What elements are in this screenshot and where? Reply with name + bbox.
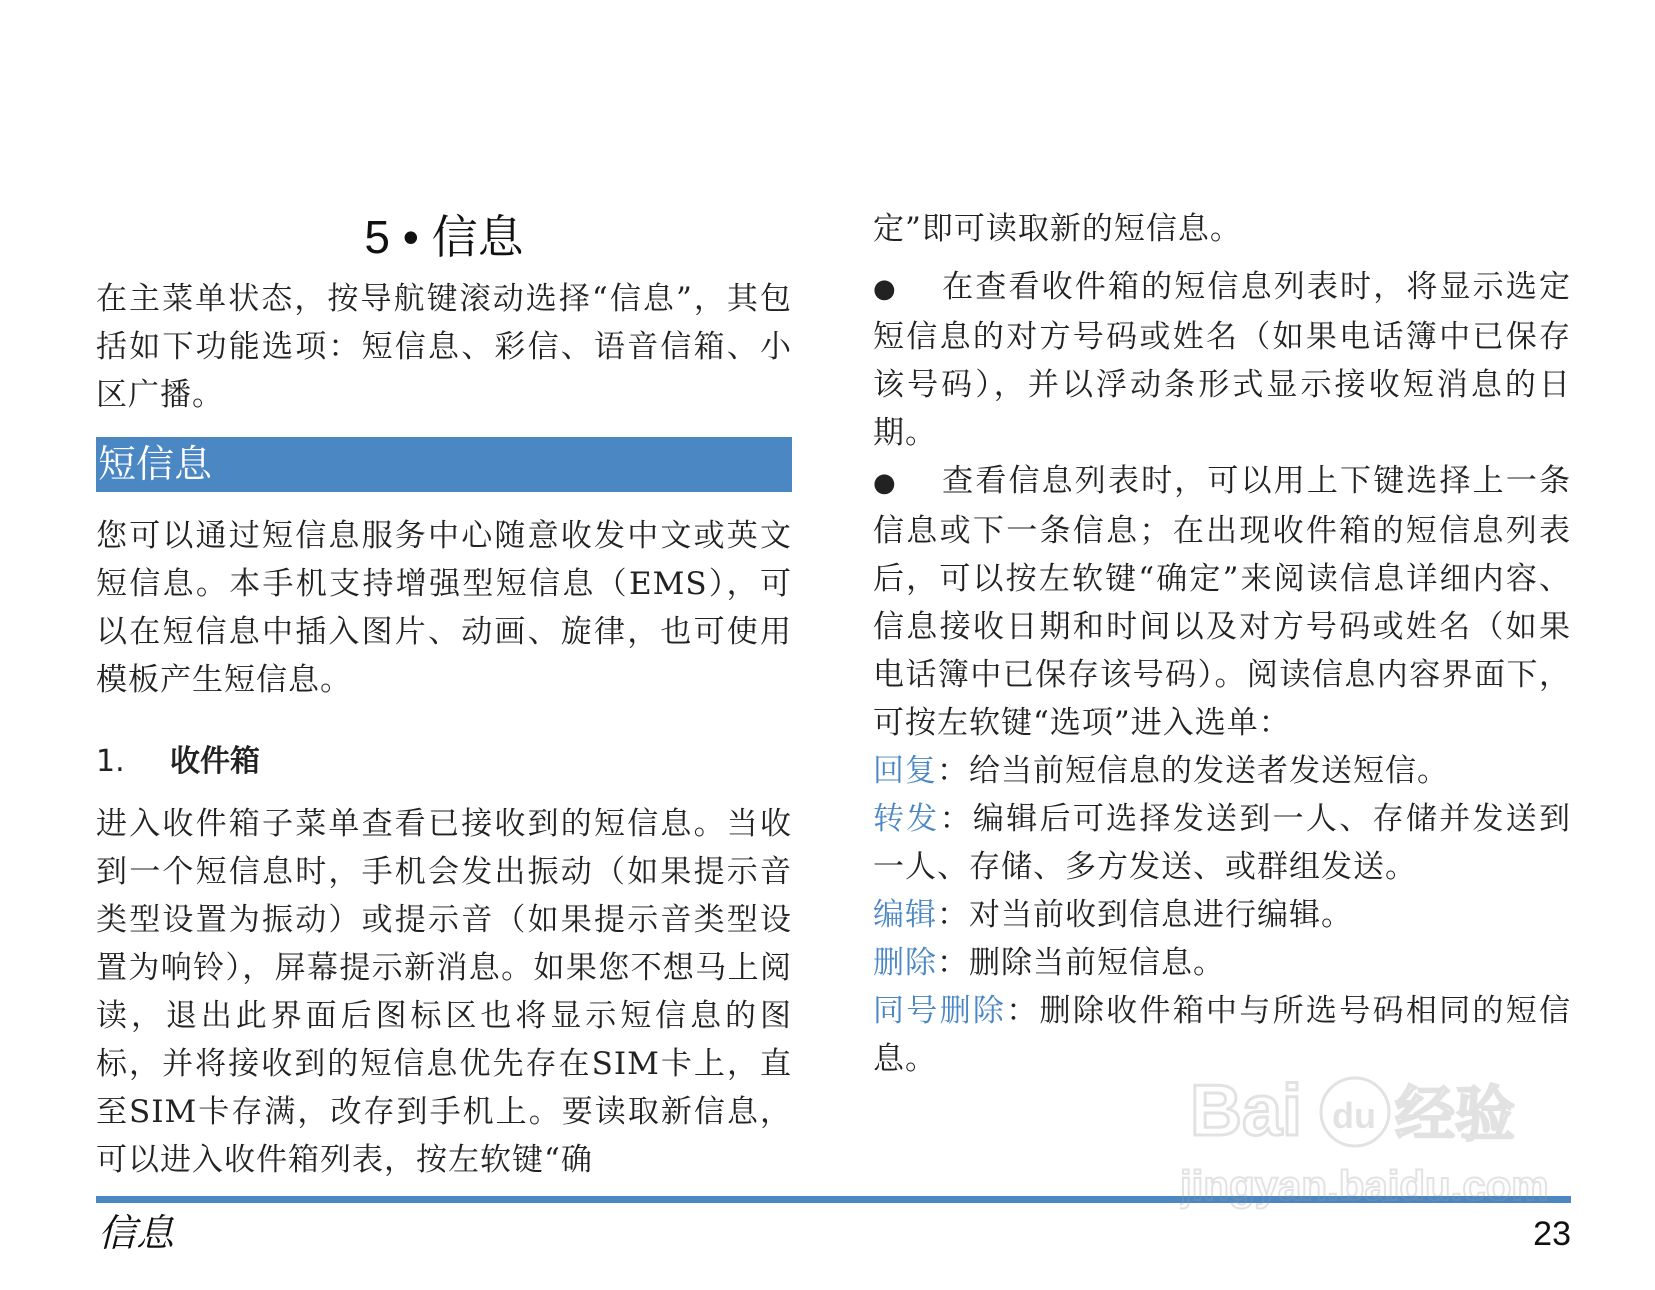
option-desc: 编辑后可选择发送到一人、存储并发送到一人、存储、多方发送、或群组发送。 xyxy=(873,801,1572,885)
baidu-watermark-logo xyxy=(1180,1040,1580,1220)
right-column xyxy=(873,205,1571,1083)
subsection-number: 1. xyxy=(96,744,125,779)
page-number: 23 xyxy=(1533,1215,1571,1253)
option-item: 编辑：对当前收到信息进行编辑。 xyxy=(873,897,1353,933)
option-term: 回复 xyxy=(873,753,937,789)
bullet-item xyxy=(873,263,1571,457)
option-desc: 删除收件箱中与所选号码相同的短信息。 xyxy=(873,993,1572,1077)
option-item: 转发：编辑后可选择发送到一人、存储并发送到一人、存储、多方发送、或群组发送。 xyxy=(873,801,1572,885)
svg-text:jingyan.baidu.com: jingyan.baidu.com xyxy=(1180,1162,1549,1209)
section-heading: 短信息 xyxy=(96,437,792,492)
bullet-text: 在查看收件箱的短信息列表时，将显示选定短信息的对方号码或姓名（如果电话簿中已保存该号码），并以浮动条形式显示接收短消息的日期。 xyxy=(873,269,1571,451)
intro-paragraph: 在主菜单状态，按导航键滚动选择“信息”，其包括如下功能选项：短信息、彩信、语音信箱、小区广播。 xyxy=(96,281,792,413)
option-term: 删除 xyxy=(873,945,937,981)
option-item: 删除：删除当前短信息。 xyxy=(873,945,1225,981)
option-term: 编辑 xyxy=(873,897,937,933)
svg-text:du: du xyxy=(1332,1095,1376,1136)
option-desc: 对当前收到信息进行编辑。 xyxy=(969,897,1353,933)
bullet-item xyxy=(873,457,1571,747)
bullet-icon: ● xyxy=(873,468,897,498)
chapter-title: 5 • 信息 xyxy=(364,211,524,263)
bullet-icon: ● xyxy=(873,274,897,304)
subsection-heading xyxy=(96,738,792,786)
footer-section-name: 信息 xyxy=(98,1211,175,1255)
option-term: 转发 xyxy=(873,801,940,837)
svg-text:经验: 经验 xyxy=(1395,1080,1515,1150)
option-desc: 给当前短信息的发送者发送短信。 xyxy=(969,753,1449,789)
subsection-title: 收件箱 xyxy=(170,744,260,779)
inbox-paragraph-part1: 进入收件箱子菜单查看已接收到的短信息。当收到一个短信息时，手机会发出振动（如果提示音类型设置为振动）或提示音（如果提示音类型设置为响铃），屏幕提示新消息。如果您不想马上阅读，退出此界面后图标区也将显示短信息的图标，并将接收到的短信息优先存在SIM卡上，直至SIM卡存满，改存到手机上。要读取新信息，可以进入收件箱列表，按左软键“确 xyxy=(96,806,792,1178)
option-item: 同号删除：删除收件箱中与所选号码相同的短信息。 xyxy=(873,993,1572,1077)
section-intro-paragraph: 您可以通过短信息服务中心随意收发中文或英文短信息。本手机支持增强型短信息（EMS），可以在短信息中插入图片、动画、旋律，也可使用模板产生短信息。 xyxy=(96,518,792,698)
svg-text:Bai: Bai xyxy=(1190,1071,1303,1151)
option-item: 回复：给当前短信息的发送者发送短信。 xyxy=(873,753,1449,789)
option-term: 同号删除 xyxy=(873,993,1007,1029)
bullet-text: 查看信息列表时，可以用上下键选择上一条信息或下一条信息；在出现收件箱的短信息列表后，可以按左软键“确定”来阅读信息详细内容、信息接收日期和时间以及对方号码或姓名（如果电话簿中已保存该号码）。阅读信息内容界面下，可按左软键“选项”进入选单： xyxy=(873,463,1571,741)
option-desc: 删除当前短信息。 xyxy=(969,945,1225,981)
inbox-paragraph-part2: 定”即可读取新的短信息。 xyxy=(873,211,1242,247)
left-column xyxy=(96,205,792,1184)
